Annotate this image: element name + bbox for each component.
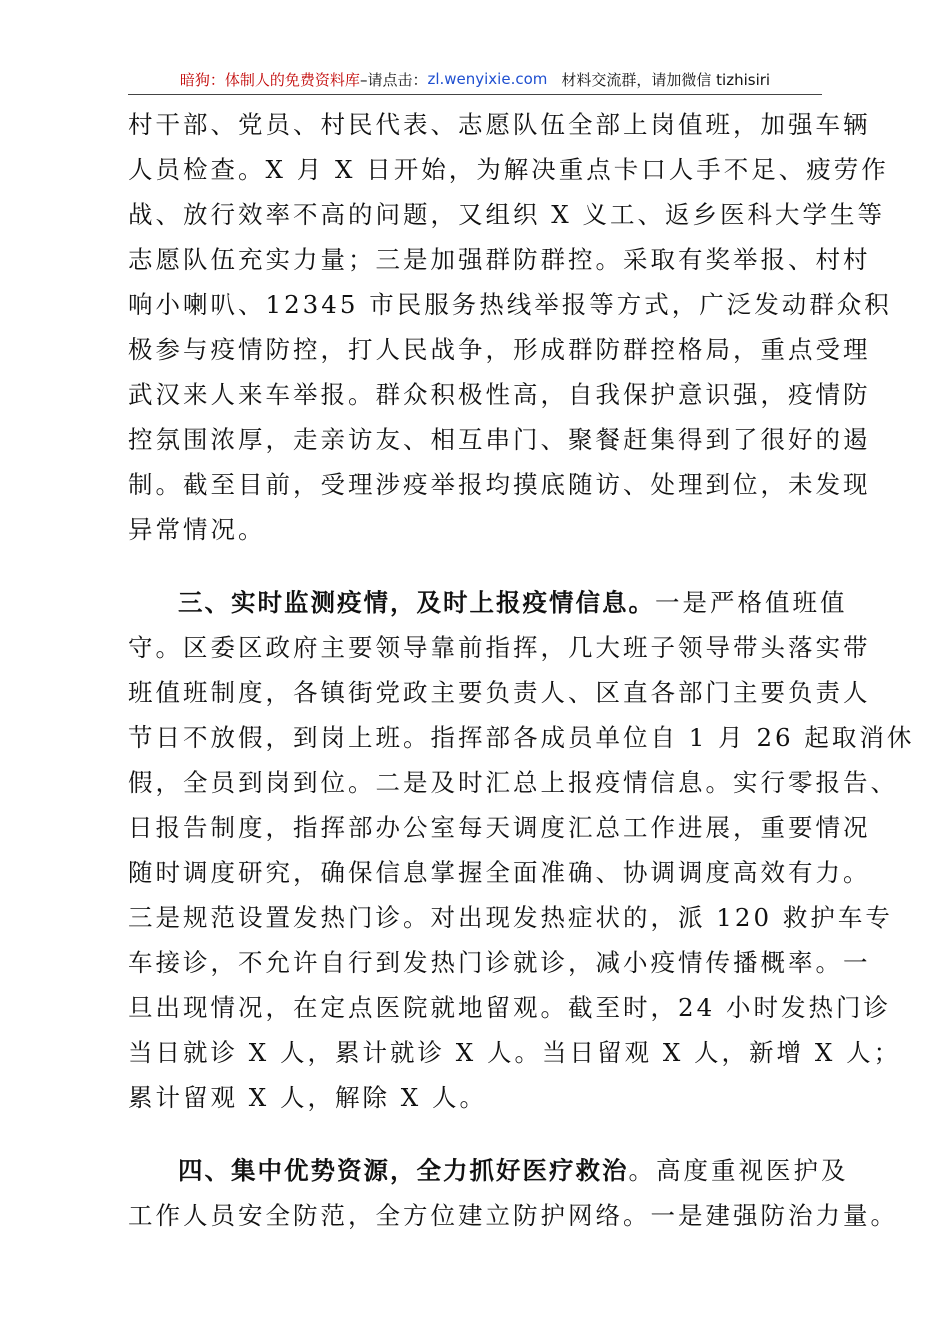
section-heading: 三、实时监测疫情，及时上报疫情信息。: [178, 588, 655, 617]
text-line: 制。截至目前，受理涉疫举报均摸底随访、处理到位，未发现: [128, 470, 871, 499]
paragraph-2: [128, 580, 915, 1120]
text-line: 村干部、党员、村民代表、志愿队伍全部上岗值班，加强车辆: [128, 110, 871, 139]
text-line: 假，全员到岗到位。二是及时汇总上报疫情信息。实行零报告、: [128, 768, 898, 797]
text-line: 异常情况。: [128, 515, 266, 544]
text-line: 班值班制度，各镇街党政主要负责人、区直各部门主要负责人: [128, 678, 871, 707]
text-line: 车接诊，不允许自行到发热门诊就诊，减小疫情传播概率。一: [128, 948, 871, 977]
text-line: 当日就诊 X 人，累计就诊 X 人。当日留观 X 人，新增 X 人；: [128, 1038, 902, 1067]
text-line: 人员检查。X 月 X 日开始，为解决重点卡口人手不足、疲劳作: [128, 155, 889, 184]
text-line: 日报告制度，指挥部办公室每天调度汇总工作进展，重要情况: [128, 813, 871, 842]
text-line: 守。区委区政府主要领导靠前指挥，几大班子领导带头落实带: [128, 633, 871, 662]
text-line: 极参与疫情防控，打人民战争，形成群防群控格局，重点受理: [128, 335, 871, 364]
header-site-name: 暗狗：体制人的免费资料库: [179, 70, 360, 89]
text-line: 战、放行效率不高的问题，又组织 X 义工、返乡医科大学生等: [128, 200, 886, 229]
text-line: 累计留观 X 人，解除 X 人。: [128, 1083, 488, 1112]
text-line: [128, 1148, 849, 1193]
text-run: 。高度重视医护及: [628, 1156, 849, 1185]
text-line: 节日不放假，到岗上班。指挥部各成员单位自 1 月 26 起取消休: [128, 723, 915, 752]
text-line: 旦出现情况，在定点医院就地留观。截至时，24 小时发热门诊: [128, 993, 891, 1022]
header-group-note: 材料交流群，请加微信 tizhisiri: [561, 70, 771, 89]
text-line: 三是规范设置发热门诊。对出现发热症状的，派 120 救护车专: [128, 903, 893, 932]
paragraph-1: [128, 102, 892, 552]
text-run: 一是严格值班值: [655, 588, 848, 617]
text-line: 响小喇叭、12345 市民服务热线举报等方式，广泛发动群众积: [128, 290, 892, 319]
text-line: 志愿队伍充实力量；三是加强群防群控。采取有奖举报、村村: [128, 245, 871, 274]
header-prompt: –请点击：: [359, 70, 428, 89]
section-heading: 四、集中优势资源，全力抓好医疗救治: [178, 1156, 629, 1185]
document-body: [128, 102, 915, 1238]
text-line: 控氛围浓厚，走亲访友、相互串门、聚餐赶集得到了很好的遏: [128, 425, 871, 454]
document-header: [128, 64, 822, 94]
header-url-link[interactable]: zl.wenyixie.com: [427, 70, 548, 88]
text-line: 武汉来人来车举报。群众积极性高，自我保护意识强，疫情防: [128, 380, 871, 409]
text-line: 工作人员安全防范，全方位建立防护网络。一是建强防治力量。: [128, 1201, 898, 1230]
text-line: [128, 580, 848, 625]
text-line: 随时调度研究，确保信息掌握全面准确、协调调度高效有力。: [128, 858, 871, 887]
header-divider: [128, 94, 822, 95]
paragraph-3: [128, 1148, 898, 1238]
